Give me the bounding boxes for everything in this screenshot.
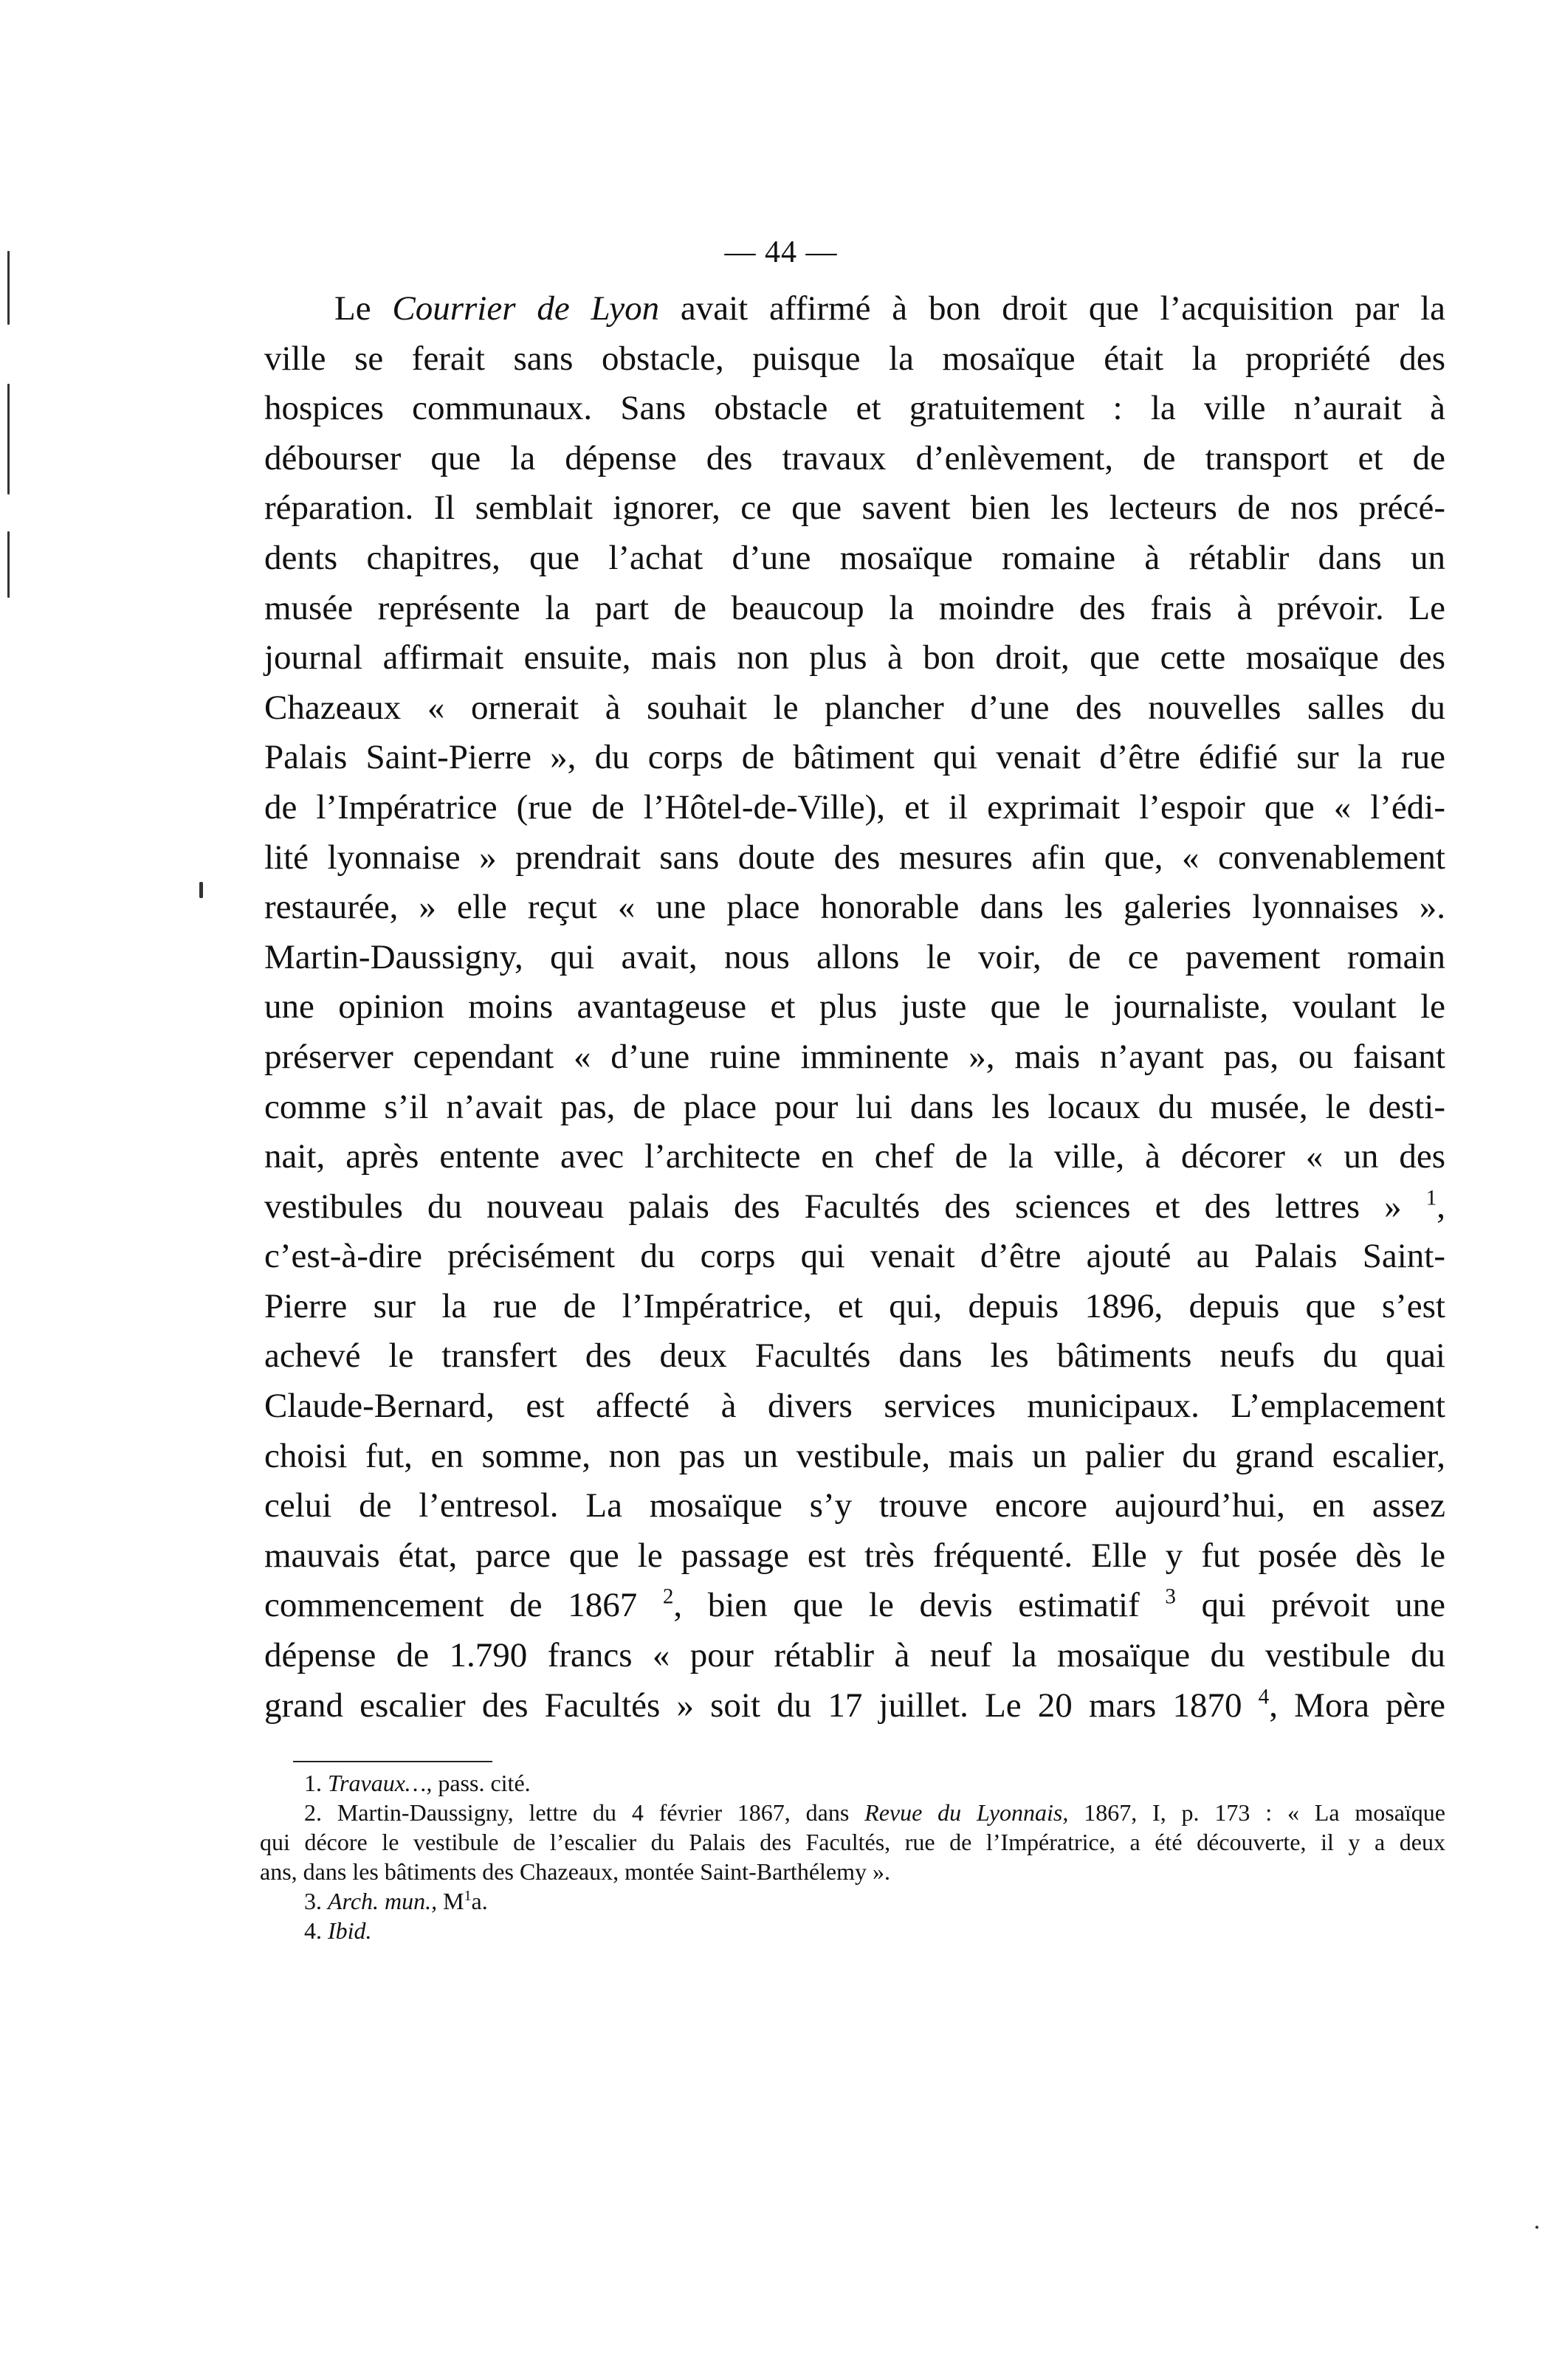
- text-note-ref: 4: [1258, 1685, 1270, 1709]
- text-line: dents chapitres, que l’achat d’une mosaïque romaine à rétablir dans un: [264, 538, 1445, 577]
- footnote-note-ref: 1: [464, 1888, 472, 1905]
- footnote-line: qui décore le vestibule de l’escalier du Palais des Facultés, rue de l’Impératrice, a été découverte, il y a deux: [260, 1829, 1445, 1855]
- text-line: c’est-à-dire précisément du corps qui venait d’être ajouté au Palais Saint-: [264, 1237, 1445, 1276]
- text-line: lité lyonnaise » prendrait sans doute des mesures afin que, « convenablement: [264, 838, 1445, 877]
- footnote-italic: Arch. mun.,: [328, 1888, 438, 1914]
- text-line: hospices communaux. Sans obstacle et gratuitement : la ville n’aurait à: [264, 389, 1445, 428]
- page-number: — 44 —: [724, 235, 838, 269]
- text-line: Martin-Daussigny, qui avait, nous allons le voir, de ce pavement romain: [264, 937, 1445, 976]
- text-line: achevé le transfert des deux Facultés dans les bâtiments neufs du quai: [264, 1336, 1445, 1376]
- footnote-rule: [293, 1761, 492, 1762]
- text-note-ref: 3: [1165, 1584, 1176, 1609]
- footnote-3: 3. Arch. mun., $M^1a$.: [304, 1888, 488, 1914]
- footnote-italic: Revue du Lyonnais,: [864, 1799, 1069, 1826]
- text-line: restaurée, » elle reçut « une place honorable dans les galeries lyonnaises ».: [264, 888, 1445, 927]
- scan-speck: [7, 251, 10, 325]
- footnote-2: [260, 1798, 1445, 1886]
- scan-speck: [1535, 2226, 1538, 2229]
- scan-speck: [199, 882, 203, 898]
- scan-speck: [7, 531, 10, 598]
- text-line: débourser que la dépense des travaux d’enlèvement, de transport et de: [264, 438, 1445, 477]
- text-line: comme s’il n’avait pas, de place pour lui dans les locaux du musée, le desti-: [264, 1087, 1445, 1126]
- text-line: nait, après entente avec l’architecte en chef de la ville, à décorer « un des: [264, 1137, 1445, 1176]
- text-line: mauvais état, parce que le passage est très fréquenté. Elle y fut posée dès le: [264, 1536, 1445, 1575]
- text-italic: Courrier de Lyon: [392, 289, 660, 328]
- text-note-ref: 1: [1425, 1186, 1437, 1210]
- footnote-4: 4. Ibid.: [304, 1917, 372, 1944]
- text-line: réparation. Il semblait ignorer, ce que savent bien les lecteurs de nos précé-: [264, 489, 1445, 528]
- footnote-italic: Ibid.: [328, 1917, 372, 1944]
- footnote-line: 2. Martin-Daussigny, lettre du 4 février 1867, dans Revue du Lyonnais, 1867, I, p. 173 : « La mosaïque: [304, 1799, 1446, 1826]
- text-line: une opinion moins avantageuse et plus juste que le journaliste, voulant le: [264, 987, 1445, 1027]
- text-line: ville se ferait sans obstacle, puisque la mosaïque était la propriété des: [264, 339, 1445, 378]
- text-line: Pierre sur la rue de l’Impératrice, et qui, depuis 1896, depuis que s’est: [264, 1286, 1445, 1325]
- text-line: celui de l’entresol. La mosaïque s’y trouve encore aujourd’hui, en assez: [264, 1486, 1445, 1525]
- text-line: dépense de 1.790 francs « pour rétablir à neuf la mosaïque du vestibule du: [264, 1636, 1445, 1675]
- text-line: Claude-Bernard, est affecté à divers services municipaux. L’emplacement: [264, 1387, 1445, 1426]
- footnotes: [260, 1768, 1445, 1945]
- text-line: Palais Saint-Pierre », du corps de bâtiment qui venait d’être édifié sur la rue: [264, 738, 1445, 777]
- scan-speck: [7, 384, 10, 494]
- text-line: commencement de 1867 $^2$, bien que le devis estimatif $^3$ qui prévoit une: [264, 1584, 1445, 1625]
- footnote-italic: Travaux…,: [328, 1770, 433, 1796]
- text-line: préserver cependant « d’une ruine imminente », mais n’ayant pas, ou faisant: [264, 1037, 1445, 1076]
- text-line: choisi fut, en somme, non pas un vestibule, mais un palier du grand escalier,: [264, 1436, 1445, 1475]
- text-line: Chazeaux « ornerait à souhait le plancher d’une des nouvelles salles du: [264, 688, 1445, 727]
- text-line: Le Courrier de Lyon avait affirmé à bon droit que l’acquisition par la: [334, 289, 1445, 328]
- text-line: vestibules du nouveau palais des Facultés des sciences et des lettres » $^1$,: [264, 1186, 1445, 1226]
- text-note-ref: 2: [662, 1584, 674, 1609]
- text-line: grand escalier des Facultés » soit du 17 juillet. Le 20 mars 1870 $^4$, Mora père: [264, 1685, 1445, 1725]
- footnote-1: 1. Travaux…, pass. cité.: [304, 1770, 531, 1796]
- footnote-line: ans, dans les bâtiments des Chazeaux, montée Saint-Barthélemy ».: [260, 1858, 890, 1885]
- text-line: musée représente la part de beaucoup la moindre des frais à prévoir. Le: [264, 588, 1445, 627]
- text-line: de l’Impératrice (rue de l’Hôtel-de-Ville), et il exprimait l’espoir que « l’édi-: [264, 787, 1445, 827]
- body-paragraph: [264, 284, 1445, 1731]
- text-line: journal affirmait ensuite, mais non plus à bon droit, que cette mosaïque des: [264, 638, 1445, 677]
